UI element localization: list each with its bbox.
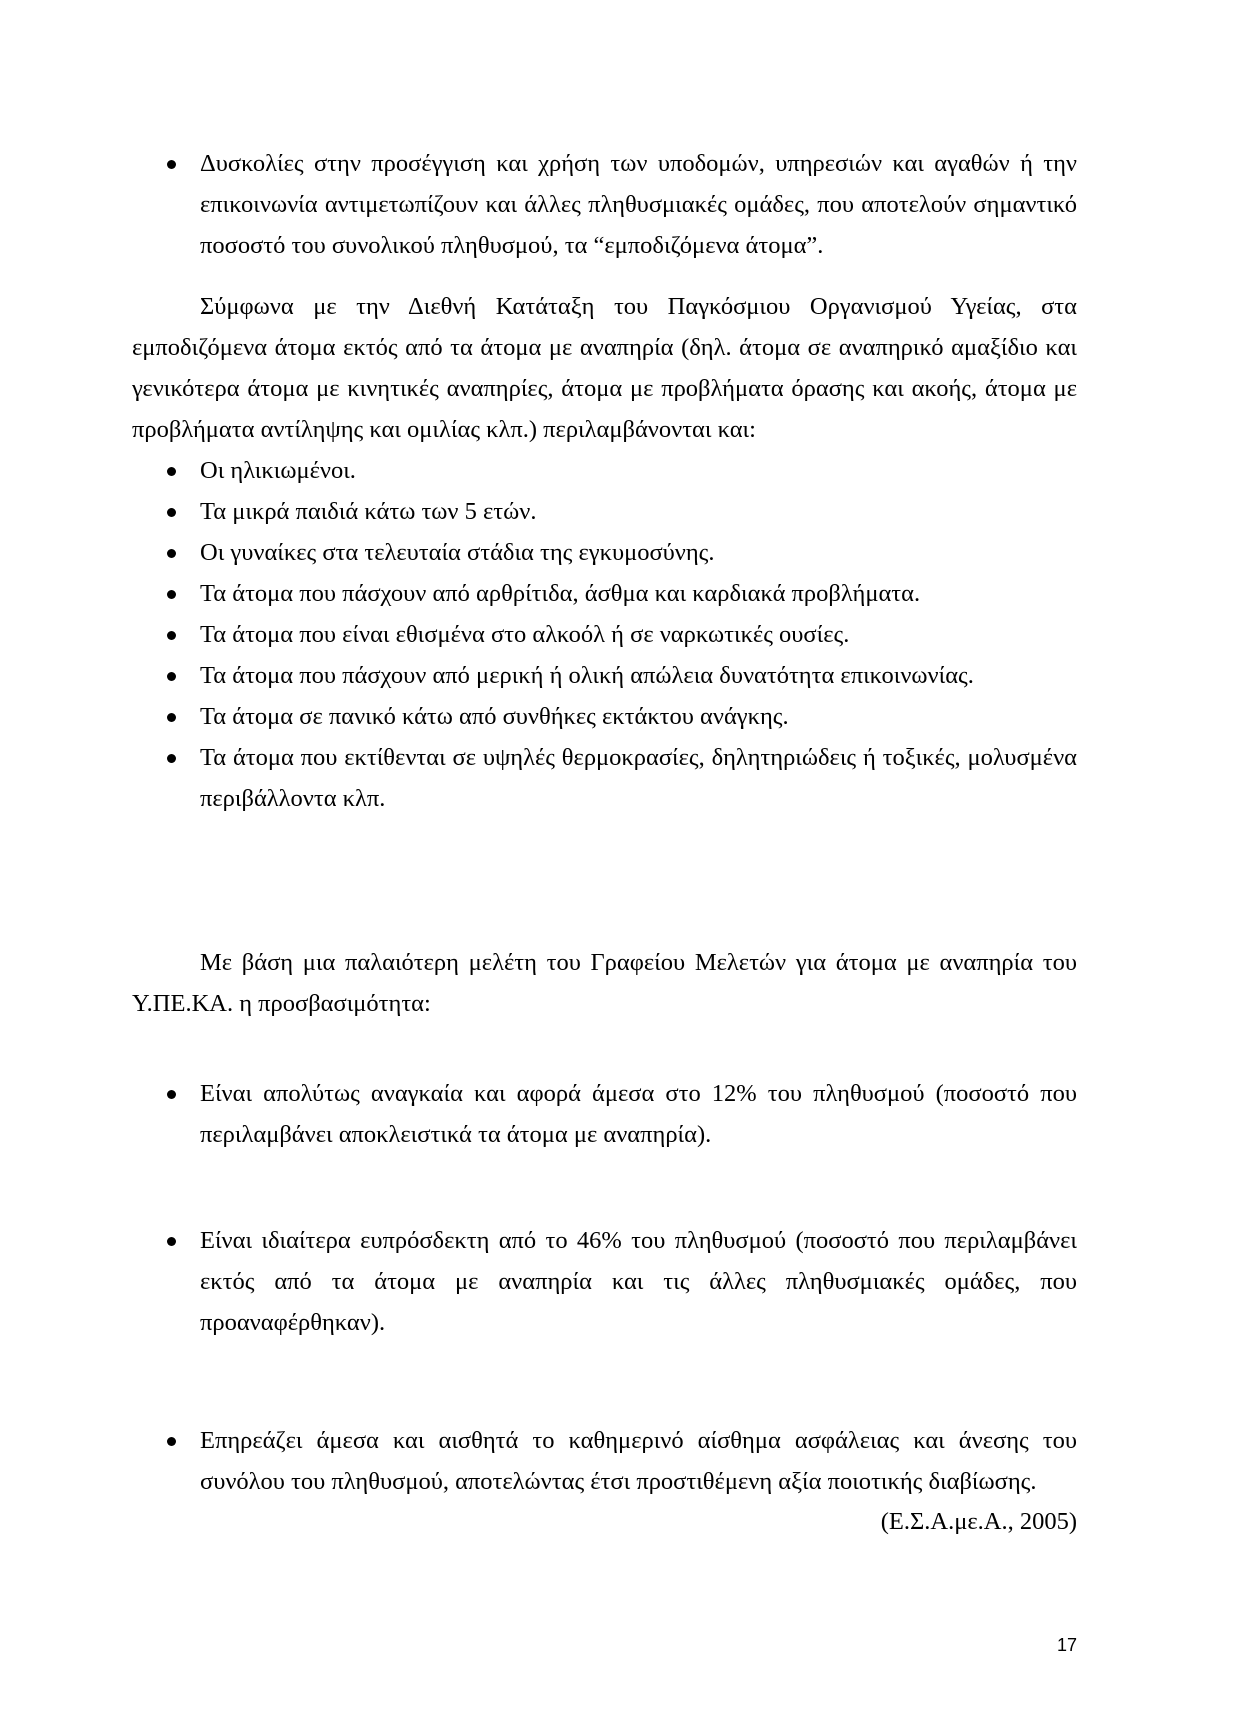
- bullet-item-access-difficulties: Δυσκολίες στην προσέγγιση και χρήση των υποδομών, υπηρεσιών και αγαθών ή την επικοινωνία αντιμετωπίζουν και άλλες πληθυσμιακές ομάδες, που αποτελούν σημαντικό ποσοστό του συνολικού πληθυσμού, τα “εμποδιζόμενα άτομα”.: [200, 143, 1077, 266]
- list-item-finding-general-population: Επηρεάζει άμεσα και αισθητά το καθημερινό αίσθημα ασφάλειας και άνεσης του συνόλου του πληθυσμού, αποτελώντας έτσι προστιθέμενη αξία ποιοτικής διαβίωσης.: [200, 1420, 1077, 1502]
- list-item-addiction: Τα άτομα που είναι εθισμένα στο αλκοόλ ή σε ναρκωτικές ουσίες.: [200, 614, 1077, 655]
- list-item-small-children: Τα μικρά παιδιά κάτω των 5 ετών.: [200, 491, 1077, 532]
- list-item-finding-12-percent: Είναι απολύτως αναγκαία και αφορά άμεσα στο 12% του πληθυσμού (ποσοστό που περιλαμβάνει αποκλειστικά τα άτομα με αναπηρία).: [200, 1073, 1077, 1155]
- citation: (Ε.Σ.Α.με.Α., 2005): [880, 1508, 1077, 1535]
- paragraph-who-classification: Σύμφωνα με την Διεθνή Κατάταξη του Παγκόσμιου Οργανισμού Υγείας, στα εμποδιζόμενα άτομα εκτός από τα άτομα με αναπηρία (δηλ. άτομα σε αναπηρικό αμαξίδιο και γενικότερα άτομα με κινητικές αναπηρίες, άτομα με προβλήματα όρασης και ακοής, άτομα με προβλήματα αντίληψης και ομιλίας κλπ.) περιλαμβάνονται και:: [132, 293, 1077, 443]
- page-number: 17: [1056, 1635, 1077, 1655]
- list-item-chronic-conditions: Τα άτομα που πάσχουν από αρθρίτιδα, άσθμα και καρδιακά προβλήματα.: [200, 573, 1077, 614]
- paragraph-study-basis: Με βάση μια παλαιότερη μελέτη του Γραφείου Μελετών για άτομα με αναπηρία του Υ.ΠΕ.ΚΑ. η προσβασιμότητα:: [132, 949, 1077, 1017]
- list-item-panic-emergency: Τα άτομα σε πανικό κάτω από συνθήκες εκτάκτου ανάγκης.: [200, 696, 1077, 737]
- list-item-hazardous-environments: Τα άτομα που εκτίθενται σε υψηλές θερμοκρασίες, δηλητηριώδεις ή τοξικές, μολυσμένα περιβάλλοντα κλπ.: [200, 737, 1077, 819]
- list-item-communication-loss: Τα άτομα που πάσχουν από μερική ή ολική απώλεια δυνατότητα επικοινωνίας.: [200, 655, 1077, 696]
- list-item-elderly: Οι ηλικιωμένοι.: [200, 450, 1077, 491]
- list-item-finding-46-percent: Είναι ιδιαίτερα ευπρόσδεκτη από το 46% του πληθυσμού (ποσοστό που περιλαμβάνει εκτός από τα άτομα με αναπηρία και τις άλλες πληθυσμιακές ομάδες, που προαναφέρθηκαν).: [200, 1220, 1077, 1343]
- list-item-pregnant-women: Οι γυναίκες στα τελευταία στάδια της εγκυμοσύνης.: [200, 532, 1077, 573]
